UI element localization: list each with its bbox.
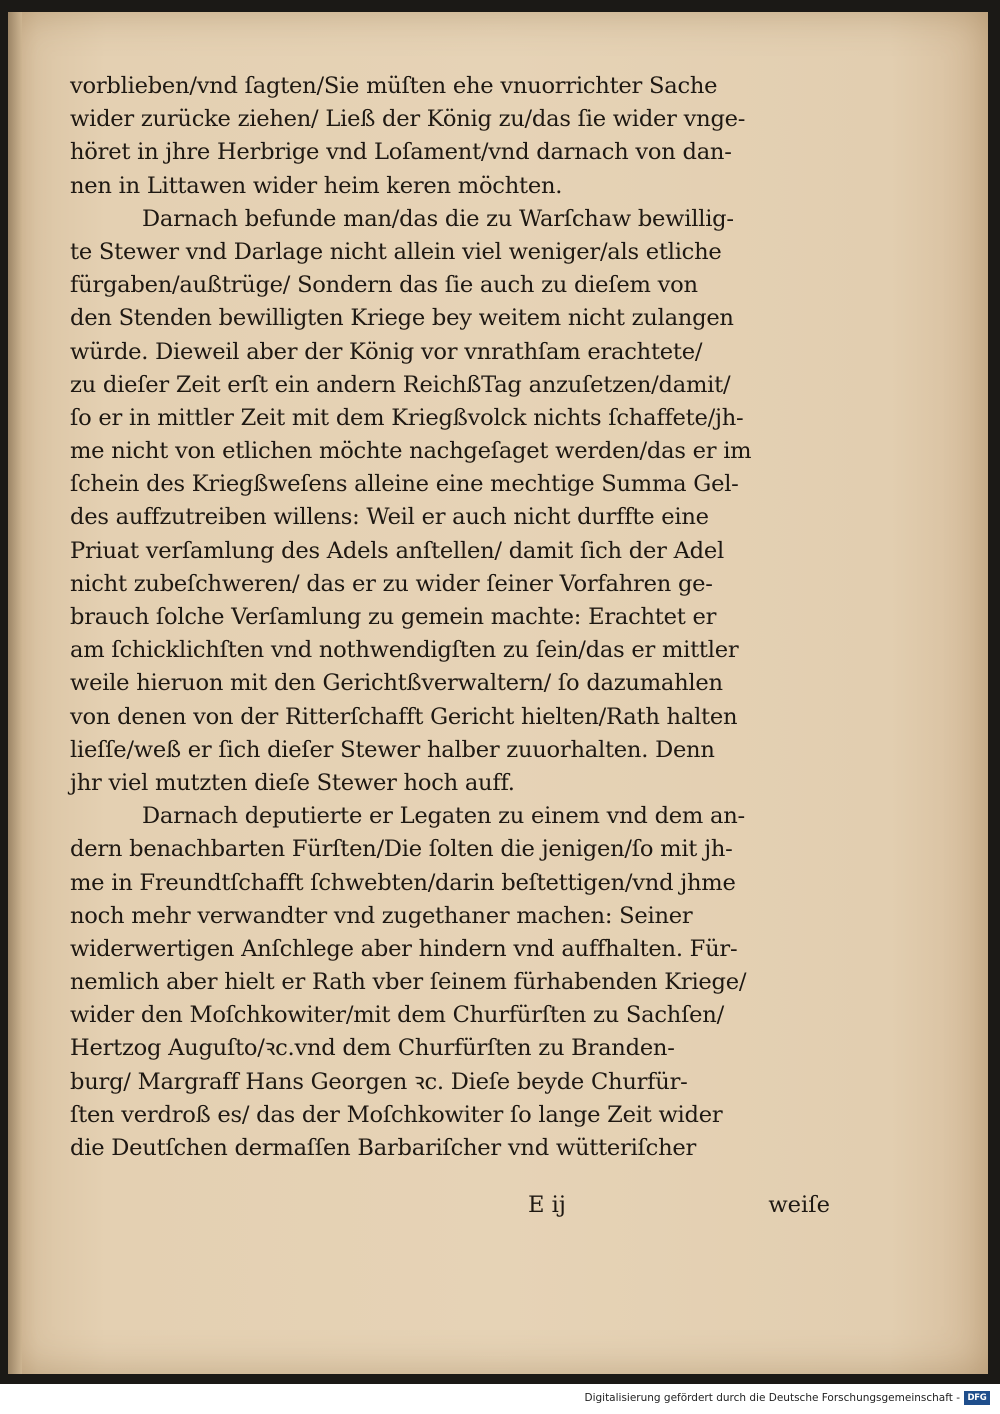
text-line: Darnach befunde man/das die zu Warſchaw bewillig- xyxy=(142,205,734,232)
text-line: brauch ſolche Verſamlung zu gemein machte: Erachtet er xyxy=(70,604,717,630)
page-footer xyxy=(528,1188,830,1222)
text-line: zu dieſer Zeit erſt ein andern ReichßTag anzuſetzen/damit/ xyxy=(70,371,731,398)
text-line: von denen von der Ritterſchafft Gericht hielten/Rath halten xyxy=(70,703,738,730)
funding-credit: Digitalisierung gefördert durch die Deutsche Forschungsgemeinschaft - xyxy=(584,1392,960,1404)
text-line: Hertzog Auguſto/ꝛc.vnd dem Churfürſten zu Branden- xyxy=(70,1035,675,1062)
text-line: nicht zubeſchweren/ das er zu wider ſeiner Vorfahren ge- xyxy=(70,570,713,597)
dfg-logo: DFG xyxy=(964,1391,990,1405)
text-line: weile hieruon mit den Gerichtßverwaltern/ ſo dazumahlen xyxy=(70,670,723,697)
text-line: nen in Littawen wider heim keren möchten. xyxy=(70,172,563,199)
text-line: ſchein des Kriegßweſens alleine eine mechtige Summa Gel- xyxy=(70,471,739,498)
text-line: lieſſe/weß er ſich dieſer Stewer halber zuuorhalten. Denn xyxy=(70,736,715,763)
text-line: nemlich aber hielt er Rath vber ſeinem fürhabenden Kriege/ xyxy=(70,969,747,996)
body-text xyxy=(70,70,830,1165)
text-line: würde. Dieweil aber der König vor vnrathſam erachtete/ xyxy=(70,338,703,365)
text-line: jhr viel mutzten dieſe Stewer hoch auff. xyxy=(70,769,515,796)
catchword: weiſe xyxy=(768,1192,830,1218)
text-line: den Stenden bewilligten Kriege bey weitem nicht zulangen xyxy=(70,305,734,332)
text-line: me in Freundtſchafft ſchwebten/darin beſtettigen/vnd jhme xyxy=(70,869,736,896)
text-line: wider den Moſchkowiter/mit dem Churfürſten zu Sachſen/ xyxy=(70,1002,724,1029)
text-line: höret in jhre Herbrige vnd Loſament/vnd darnach von dan- xyxy=(70,139,732,166)
text-line: widerwertigen Anſchlege aber hindern vnd auffhalten. Für- xyxy=(70,935,738,962)
text-line: noch mehr verwandter vnd zugethaner machen: Seiner xyxy=(70,902,693,929)
text-line: ſo er in mittler Zeit mit dem Kriegßvolck nichts ſchaffete/jh- xyxy=(70,404,744,431)
credit-bar xyxy=(0,1384,1000,1414)
text-line: ſten verdroß es/ das der Moſchkowiter ſo lange Zeit wider xyxy=(70,1101,723,1128)
text-line: Darnach deputierte er Legaten zu einem vnd dem an- xyxy=(142,803,745,830)
text-line: wider zurücke ziehen/ Ließ der König zu/das ſie wider vnge- xyxy=(70,106,746,133)
signature-mark: E ij xyxy=(528,1192,566,1218)
text-line: vorblieben/vnd ſagten/Sie müſten ehe vnuorrichter Sache xyxy=(70,73,718,99)
text-line: die Deutſchen dermaſſen Barbariſcher vnd wütteriſcher xyxy=(70,1135,697,1161)
text-line: am ſchicklichſten vnd nothwendigſten zu ſein/das er mittler xyxy=(70,637,739,664)
book-page xyxy=(8,12,988,1374)
text-line: te Stewer vnd Darlage nicht allein viel weniger/als etliche xyxy=(70,238,722,265)
text-line: burg/ Margraff Hans Georgen ꝛc. Dieſe beyde Churfür- xyxy=(70,1068,688,1095)
text-line: Priuat verſamlung des Adels anſtellen/ damit ſich der Adel xyxy=(70,537,724,564)
text-line: dern benachbarten Fürſten/Die ſolten die jenigen/ſo mit jh- xyxy=(70,836,733,863)
text-line: des auffzutreiben willens: Weil er auch nicht durffte eine xyxy=(70,504,709,531)
page-gutter xyxy=(8,12,22,1374)
text-line: fürgaben/außtrüge/ Sondern das ſie auch zu dieſem von xyxy=(70,272,698,299)
text-line: me nicht von etlichen möchte nachgeſaget werden/das er im xyxy=(70,438,752,465)
